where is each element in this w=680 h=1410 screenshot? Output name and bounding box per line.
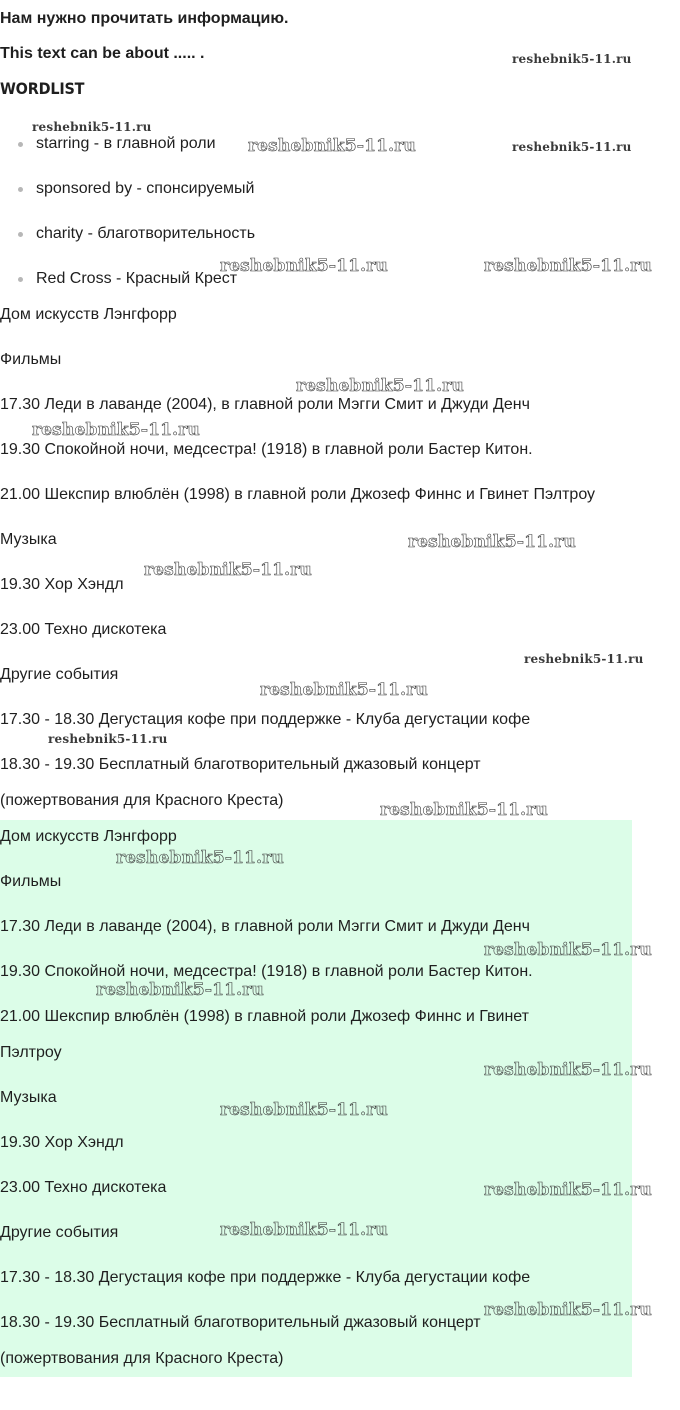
bullet-icon: [18, 142, 23, 147]
music-heading: Музыка: [0, 1089, 57, 1106]
film-listing: 21.00 Шекспир влюблён (1998) в главной роли Джозеф Финнс и Гвинет: [0, 1008, 529, 1025]
watermark: reshebnik5-11.ru: [220, 1220, 388, 1240]
watermark: reshebnik5-11.ru: [220, 256, 388, 276]
bullet-icon: [18, 187, 23, 192]
film-listing: 21.00 Шекспир влюблён (1998) в главной роли Джозеф Финнс и Гвинет Пэлтроу: [0, 486, 596, 503]
watermark: reshebnik5-11.ru: [408, 532, 576, 552]
watermark: reshebnik5-11.ru: [144, 560, 312, 580]
watermark: reshebnik5-11.ru: [32, 420, 200, 440]
music-listing: 19.30 Хор Хэндл: [0, 1134, 124, 1151]
watermark: reshebnik5-11.ru: [48, 732, 168, 746]
intro-line-1: Нам нужно прочитать информацию.: [0, 10, 289, 27]
watermark: reshebnik5-11.ru: [296, 376, 464, 396]
watermark: reshebnik5-11.ru: [512, 140, 632, 154]
venue-title: Дом искусств Лэнгфорр: [0, 828, 177, 845]
bullet-icon: [18, 232, 23, 237]
wordlist-item: starring - в главной роли: [36, 135, 216, 152]
music-heading: Музыка: [0, 531, 57, 548]
film-listing: 19.30 Спокойной ночи, медсестра! (1918) в главной роли Бастер Китон.: [0, 963, 533, 980]
films-heading: Фильмы: [0, 873, 62, 890]
wordlist-item: sponsored by - спонсируемый: [36, 180, 255, 197]
watermark: reshebnik5-11.ru: [484, 1060, 652, 1080]
event-listing: 17.30 - 18.30 Дегустация кофе при поддержке - Клуба дегустации кофе: [0, 711, 531, 728]
events-heading: Другие события: [0, 1224, 119, 1241]
watermark: reshebnik5-11.ru: [484, 1180, 652, 1200]
watermark: reshebnik5-11.ru: [484, 940, 652, 960]
venue-title: Дом искусств Лэнгфорр: [0, 306, 177, 323]
music-listing: 23.00 Техно дискотека: [0, 621, 167, 638]
film-listing: 19.30 Спокойной ночи, медсестра! (1918) в главной роли Бастер Китон.: [0, 441, 533, 458]
music-listing: 19.30 Хор Хэндл: [0, 576, 124, 593]
wordlist-item: charity - благотворительность: [36, 225, 256, 242]
film-listing: 17.30 Леди в лаванде (2004), в главной роли Мэгги Смит и Джуди Денч: [0, 396, 530, 413]
event-listing: 17.30 - 18.30 Дегустация кофе при поддержке - Клуба дегустации кофе: [0, 1269, 531, 1286]
watermark: reshebnik5-11.ru: [116, 848, 284, 868]
film-listing: 17.30 Леди в лаванде (2004), в главной роли Мэгги Смит и Джуди Денч: [0, 918, 530, 935]
watermark: reshebnik5-11.ru: [524, 652, 644, 666]
watermark: reshebnik5-11.ru: [380, 800, 548, 820]
watermark: reshebnik5-11.ru: [260, 680, 428, 700]
event-listing-continued: (пожертвования для Красного Креста): [0, 792, 284, 809]
watermark: reshebnik5-11.ru: [484, 1300, 652, 1320]
intro-line-2: This text can be about ..... .: [0, 45, 205, 62]
watermark: reshebnik5-11.ru: [484, 256, 652, 276]
films-heading: Фильмы: [0, 351, 62, 368]
watermark: reshebnik5-11.ru: [32, 120, 152, 134]
events-heading: Другие события: [0, 666, 119, 683]
wordlist-item: Red Cross - Красный Крест: [36, 270, 238, 287]
event-listing: 18.30 - 19.30 Бесплатный благотворительный джазовый концерт: [0, 1314, 481, 1331]
event-listing-continued: (пожертвования для Красного Креста): [0, 1350, 284, 1367]
film-listing-continued: Пэлтроу: [0, 1044, 62, 1061]
watermark: reshebnik5-11.ru: [248, 136, 416, 156]
bullet-icon: [18, 277, 23, 282]
watermark: reshebnik5-11.ru: [96, 980, 264, 1000]
music-listing: 23.00 Техно дискотека: [0, 1179, 167, 1196]
wordlist-title: WORDLIST: [0, 79, 85, 98]
watermark: reshebnik5-11.ru: [220, 1100, 388, 1120]
event-listing: 18.30 - 19.30 Бесплатный благотворительный джазовый концерт: [0, 756, 481, 773]
watermark: reshebnik5-11.ru: [512, 52, 632, 66]
answer-box: [0, 820, 632, 1377]
